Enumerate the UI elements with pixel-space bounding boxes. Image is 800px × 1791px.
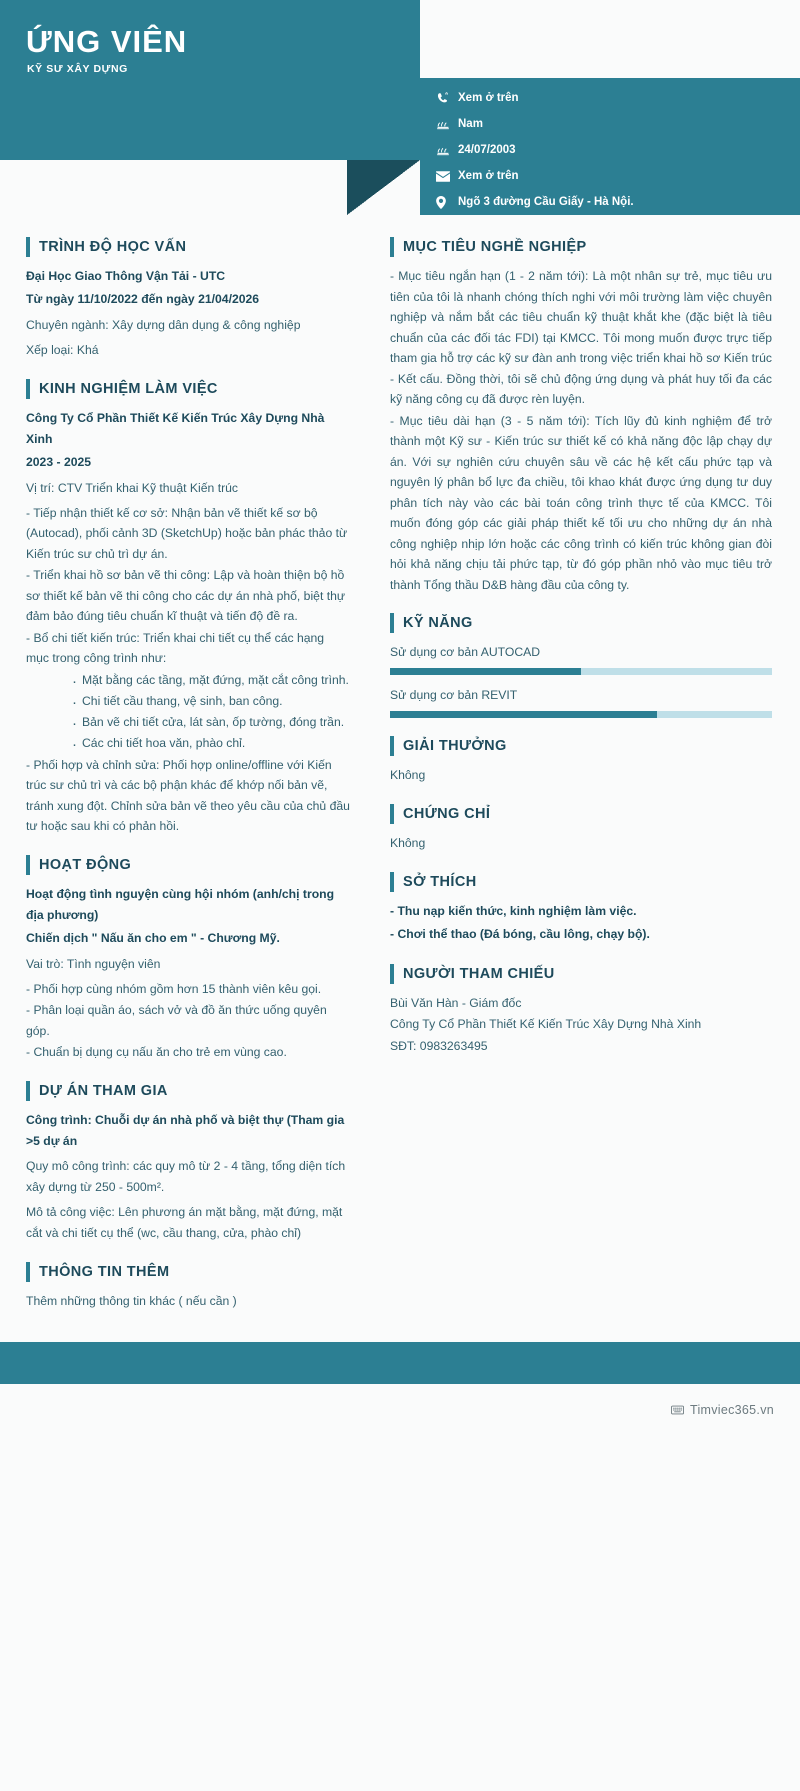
envelope-icon (436, 171, 458, 182)
section-header-objective (390, 237, 772, 257)
gender-icon (436, 118, 458, 131)
header-name-panel (0, 0, 420, 160)
reference-person: Bùi Văn Hàn - Giám đốc (390, 995, 522, 1010)
experience-position: Vị trí: CTV Triển khai Kỹ thuật Kiến trúc (26, 480, 239, 495)
section-accent-bar (390, 613, 394, 633)
contact-value-email: Xem ở trên (458, 170, 519, 182)
contact-value-gender: Nam (458, 118, 483, 130)
section-header-more-info (26, 1262, 350, 1282)
cv-right-column (372, 215, 800, 1077)
skill-progress-track (390, 711, 772, 718)
section-title-skills: KỸ NĂNG (403, 615, 473, 631)
section-header-hobbies (390, 872, 772, 892)
section-accent-bar (26, 1081, 30, 1101)
education-major: Chuyên ngành: Xây dựng dân dụng & công nghiệp (26, 317, 301, 332)
section-title-reference: NGƯỜI THAM CHIẾU (403, 965, 555, 982)
skill-progress-fill (390, 711, 657, 718)
experience-duty-3-list (26, 670, 350, 754)
section-accent-bar (26, 855, 30, 875)
section-title-experience: KINH NGHIỆM LÀM VIỆC (39, 380, 218, 397)
section-title-more-info: THÔNG TIN THÊM (39, 1264, 170, 1281)
section-title-projects: DỰ ÁN THAM GIA (39, 1082, 168, 1099)
section-accent-bar (26, 379, 30, 399)
section-header-activity (26, 855, 350, 875)
project-name: Công trình: Chuỗi dự án nhà phố và biệt thự (Tham gia >5 dự án (26, 1112, 345, 1148)
footer-credit (0, 1384, 800, 1436)
certificates-text: Không (390, 835, 426, 850)
candidate-role: KỸ SƯ XÂY DỰNG (27, 63, 128, 75)
section-header-experience (26, 379, 350, 399)
experience-duty-1: - Tiếp nhận thiết kế cơ sở: Nhận bản vẽ thiết kế sơ bộ (Autocad), phối cảnh 3D (SketchUp) hoặc bản phác thảo từ Kiến trúc sư chủ trì dự án. (26, 505, 348, 561)
activity-task-3: - Chuẩn bị dụng cụ nấu ăn cho trẻ em vùng cao. (26, 1045, 287, 1060)
list-item: · Mặt bằng các tầng, mặt đứng, mặt cắt công trình. (72, 670, 350, 691)
birthday-cake-icon (436, 144, 458, 157)
contact-value-phone: Xem ở trên (458, 92, 519, 104)
hobby-item-2: - Chơi thể thao (Đá bóng, cầu lông, chạy bộ). (390, 927, 650, 942)
header-fold-decoration (347, 160, 420, 215)
section-title-awards: GIẢI THƯỞNG (403, 737, 507, 754)
list-item: · Các chi tiết hoa văn, phào chỉ. (72, 733, 350, 754)
section-accent-bar (26, 1262, 30, 1282)
education-school: Đại Học Giao Thông Vận Tải - UTC (26, 269, 226, 283)
keyboard-icon (671, 1405, 684, 1415)
section-header-reference (390, 964, 772, 984)
activity-group: Hoạt động tình nguyện cùng hội nhóm (anh/chị trong địa phương) (26, 886, 335, 922)
skill-progress-fill (390, 668, 581, 675)
section-header-skills (390, 613, 772, 633)
awards-text: Không (390, 767, 426, 782)
section-header-certificates (390, 804, 772, 824)
activity-task-1: - Phối hợp cùng nhóm gồm hơn 15 thành viên kêu gọi. (26, 981, 322, 996)
objective-short-term: - Mục tiêu ngắn hạn (1 - 2 năm tới): Là một nhân sự trẻ, mục tiêu ưu tiên của tôi là nhanh chóng thích nghi với môi trường làm việc chuyên nghiệp và nắm bắt các tiêu chuẩn kỹ thuật khắt khe (đặc biệt là tiêu chuẩn của các đối tác FDI) tại KMCC. Tôi mong muốn được trực tiếp tham gia hỗ trợ các kỹ sư đàn anh trong việc triển khai hồ sơ Kiến trúc - Kết cấu. Đồng thời, tôi sẽ chủ động ứng dụng và phát huy tối đa các kỹ năng công cụ đã được rèn luyện. (390, 269, 772, 406)
contact-panel (420, 78, 800, 215)
cv-left-column (0, 215, 372, 1336)
skill-item-revit (390, 685, 772, 718)
education-dates: Từ ngày 11/10/2022 đến ngày 21/04/2026 (26, 292, 260, 307)
reference-phone: SĐT: 0983263495 (390, 1038, 488, 1053)
experience-duty-3: - Bổ chi tiết kiến trúc: Triển khai chi tiết cụ thể các hạng mục trong công trình như: (26, 630, 325, 666)
contact-value-birthday: 24/07/2003 (458, 144, 516, 156)
project-description: Mô tả công việc: Lên phương án mặt bằng, mặt đứng, mặt cắt và chi tiết cụ thể (wc, cầu thang, cửa, phào chỉ) (26, 1205, 343, 1241)
candidate-name: ỨNG VIÊN (26, 24, 188, 59)
skill-item-autocad (390, 642, 772, 675)
contact-row-phone (436, 85, 800, 111)
section-accent-bar (26, 237, 30, 257)
objective-long-term: - Mục tiêu dài hạn (3 - 5 năm tới): Tích lũy đủ kinh nghiệm để trở thành một Kỹ sư - Kiến trúc sư thiết kế có khả năng độc lập chạy dự án. Với sự nghiên cứu chuyên sâu về các hệ kết cấu phức tạp và nguyên lý phân bổ lực đa chiều, tôi khao khát được ứng dụng tư duy phân tích này vào các bài toán công trình thực tế của KMCC. Tôi muốn đóng góp các giải pháp thiết kế tối ưu cho những dự án nhà công nghiệp nhịp lớn hoặc các công trình có kiến trúc không gian đòi hỏi khả năng chịu tải phức tạp, từ đó góp phần nhỏ vào mục tiêu trở thành Tổng thầu D&B hàng đầu của công ty. (390, 413, 772, 592)
section-title-education: TRÌNH ĐỘ HỌC VẤN (39, 239, 187, 255)
list-item: · Bản vẽ chi tiết cửa, lát sàn, ốp tường, đóng trần. (72, 712, 350, 733)
section-title-hobbies: SỞ THÍCH (403, 873, 477, 890)
skill-label: Sử dụng cơ bản REVIT (390, 687, 518, 702)
section-accent-bar (390, 964, 394, 984)
section-accent-bar (390, 237, 394, 257)
section-accent-bar (390, 804, 394, 824)
project-scale: Quy mô công trình: các quy mô từ 2 - 4 tầng, tổng diện tích xây dựng từ 250 - 500m². (26, 1159, 346, 1195)
experience-company: Công Ty Cổ Phần Thiết Kế Kiến Trúc Xây Dựng Nhà Xinh (26, 410, 325, 446)
skill-progress-track (390, 668, 772, 675)
experience-duty-4: - Phối hợp và chỉnh sửa: Phối hợp online/offline với Kiến trúc sư chủ trì và các bộ phận khác để khớp nối bản vẽ, tránh xung đột. Chỉnh sửa bản vẽ theo yêu cầu của chủ đầu tư hoặc sau khi có phản hồi. (26, 757, 350, 834)
contact-row-birthday (436, 137, 800, 163)
contact-row-gender (436, 111, 800, 137)
section-accent-bar (390, 736, 394, 756)
hobby-item-1: - Thu nạp kiến thức, kinh nghiệm làm việc. (390, 903, 637, 918)
cv-body (0, 215, 800, 1336)
map-pin-icon (436, 196, 458, 209)
more-info-text: Thêm những thông tin khác ( nếu cần ) (26, 1294, 237, 1309)
reference-company: Công Ty Cổ Phần Thiết Kế Kiến Trúc Xây Dựng Nhà Xinh (390, 1017, 702, 1032)
section-header-education (26, 237, 350, 257)
phone-icon (436, 92, 458, 105)
experience-duty-2: - Triển khai hồ sơ bản vẽ thi công: Lập và hoàn thiện bộ hồ sơ thiết kế bản vẽ thi công cho các dự án nhà phố, biệt thự đảm bảo đúng tiêu chuẩn kĩ thuật và tiến độ đề ra. (26, 568, 346, 624)
cv-header (0, 0, 800, 215)
section-header-projects (26, 1081, 350, 1101)
section-title-activity: HOẠT ĐỘNG (39, 856, 132, 873)
education-grade: Xếp loại: Khá (26, 342, 99, 357)
section-accent-bar (390, 872, 394, 892)
activity-role: Vai trò: Tình nguyện viên (26, 956, 161, 971)
site-credit-text: Timviec365.vn (689, 1403, 774, 1418)
activity-campaign: Chiến dịch " Nấu ăn cho em " - Chương Mỹ. (26, 931, 280, 946)
list-item: · Chi tiết cầu thang, vệ sinh, ban công. (72, 691, 350, 712)
section-title-certificates: CHỨNG CHỈ (403, 805, 491, 822)
section-header-awards (390, 736, 772, 756)
section-title-objective: MỤC TIÊU NGHỀ NGHIỆP (403, 239, 587, 255)
activity-task-2: - Phân loại quần áo, sách vở và đồ ăn thức uống quyên góp. (26, 1003, 327, 1038)
skill-label: Sử dụng cơ bản AUTOCAD (390, 645, 541, 659)
contact-row-address (436, 189, 800, 215)
contact-value-address: Ngõ 3 đường Cầu Giấy - Hà Nội. (458, 196, 634, 208)
experience-period: 2023 - 2025 (26, 455, 92, 470)
footer-band (0, 1342, 800, 1384)
contact-row-email (436, 163, 800, 189)
